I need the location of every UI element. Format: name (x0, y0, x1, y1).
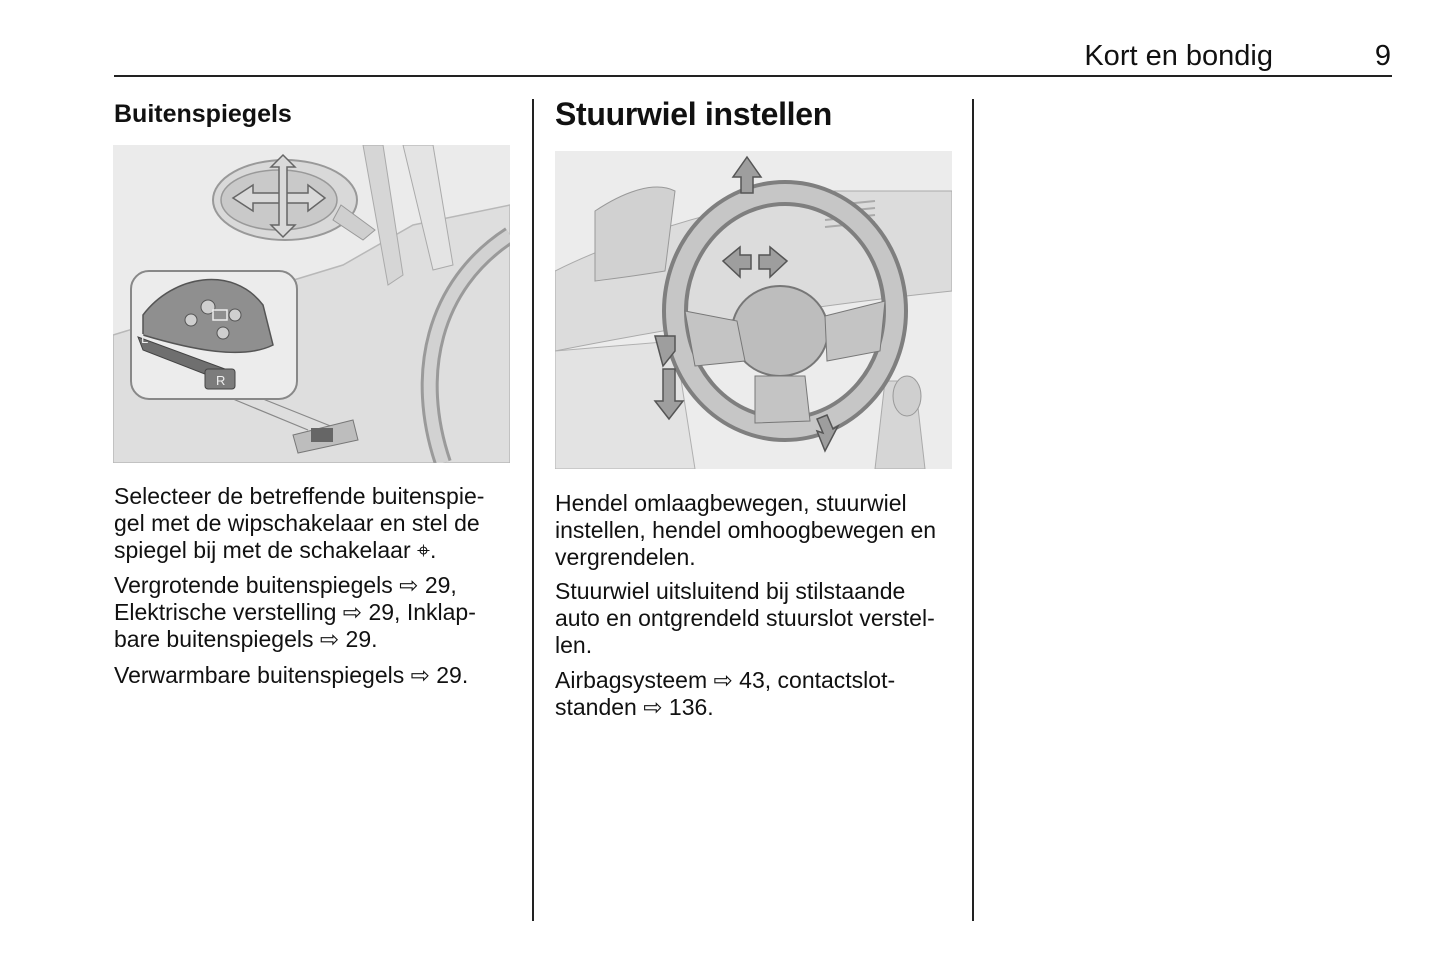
paragraph-line: Hendel omlaagbewegen, stuurwiel (555, 490, 907, 516)
header-title: Kort en bondig (1084, 40, 1273, 72)
paragraph (555, 490, 955, 571)
section-heading: Stuurwiel instellen (555, 96, 833, 132)
steering-wheel-illustration (555, 151, 952, 469)
paragraph-line: auto en ontgrendeld stuurslot verstel- (555, 605, 935, 631)
paragraph-line: Airbagsysteem ⇨ 43, contactslot- (555, 667, 896, 693)
header-rule (114, 75, 1392, 77)
switch-label-left: L (141, 331, 149, 346)
column-left (114, 96, 514, 129)
steering-illustration-svg (555, 151, 952, 469)
paragraph (114, 572, 514, 653)
section-subheading: Buitenspiegels (114, 100, 292, 128)
paragraph (555, 578, 955, 659)
column-divider-1 (532, 99, 534, 921)
paragraph-line: spiegel bij met de schakelaar ⌖. (114, 537, 437, 563)
paragraph-line: Stuurwiel uitsluitend bij stilstaande (555, 578, 906, 604)
paragraph-line: standen ⇨ 136. (555, 694, 714, 720)
mirror-control-illustration (113, 145, 510, 463)
paragraph-line: Verwarmbare buitenspiegels ⇨ 29. (114, 662, 469, 688)
paragraph-line: Selecteer de betreffende buitenspie- (114, 483, 485, 509)
mirror-illustration-svg (113, 145, 510, 463)
paragraph-line: instellen, hendel omhoogbewegen en (555, 517, 937, 543)
paragraph-line: gel met de wipschakelaar en stel de (114, 510, 480, 536)
switch-label-right: R (216, 373, 226, 388)
paragraph (114, 662, 514, 689)
paragraph-line: bare buitenspiegels ⇨ 29. (114, 626, 378, 652)
column-divider-2 (972, 99, 974, 921)
paragraph-line: vergrendelen. (555, 544, 696, 570)
paragraph (114, 483, 514, 564)
page-number: 9 (1374, 40, 1391, 72)
paragraph-line: Vergrotende buitenspiegels ⇨ 29, (114, 572, 457, 598)
paragraph (555, 667, 955, 721)
column-middle (555, 96, 955, 133)
paragraph-line: len. (555, 632, 593, 658)
paragraph-line: Elektrische verstelling ⇨ 29, Inklap- (114, 599, 476, 625)
